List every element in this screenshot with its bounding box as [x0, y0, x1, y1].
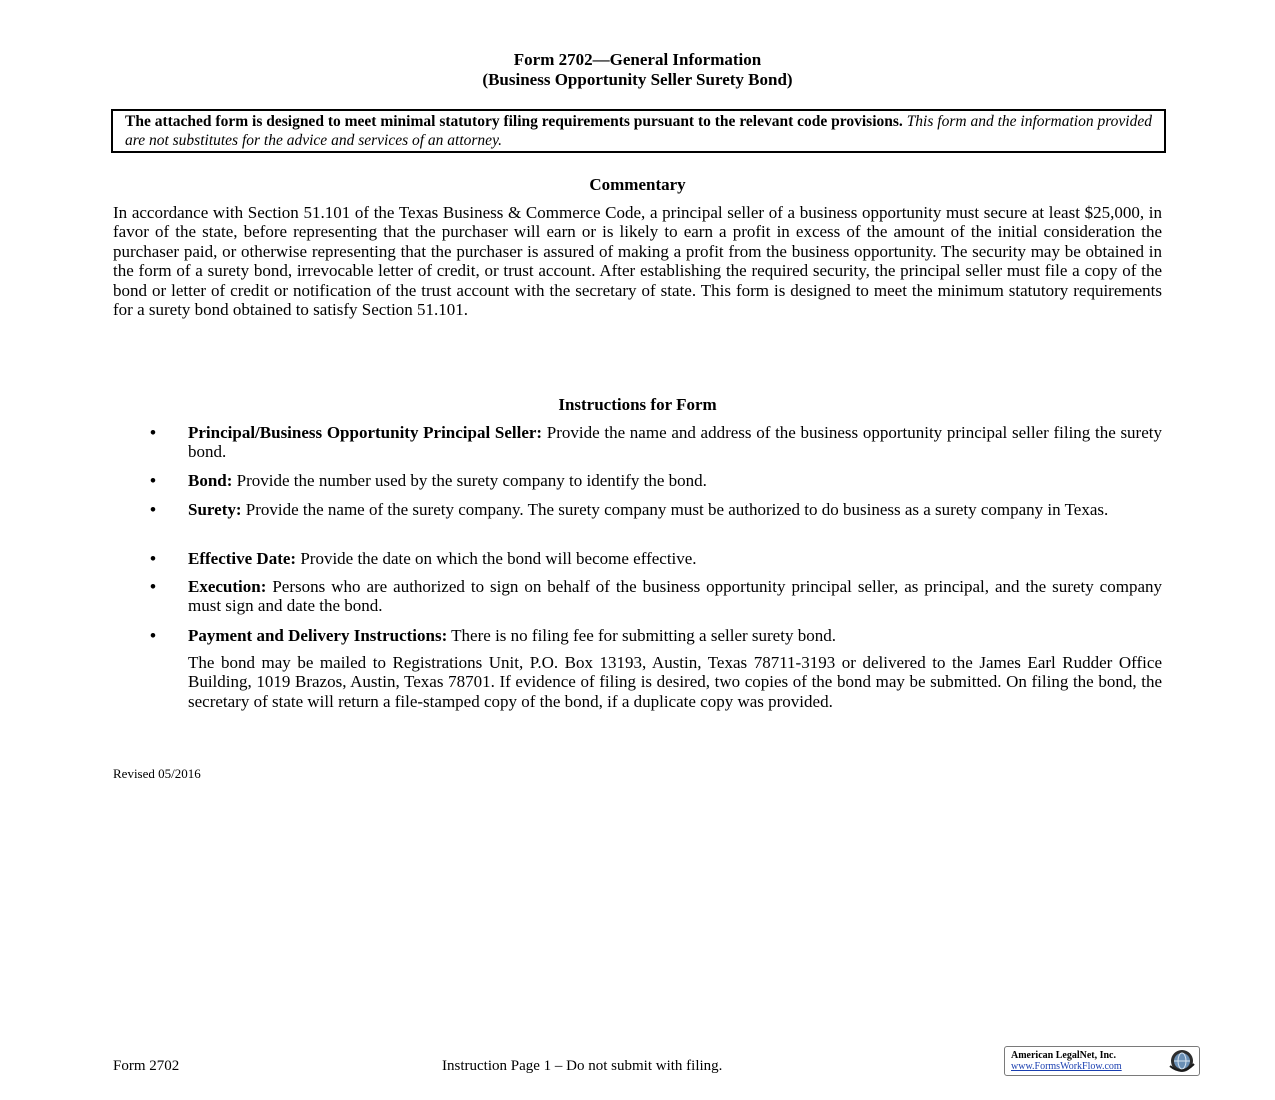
commentary-body: In accordance with Section 51.101 of the Texas Business & Commerce Code, a principal seller of a business opportunity must secure at least $25,000, in favor of the state, before representing that the purchaser will earn or is likely to earn a profit in excess of the amount of the initial consideration the purchaser paid, or otherwise representing that the purchaser is assured of making a profit from the business opportunity. The security may be obtained in the form of a surety bond, irrevocable letter of credit, or trust account. After establishing the required security, the principal seller must file a copy of the bond or letter of credit or notification of the trust account with the secretary of state. This form is designed to meet the minimum statutory requirements for a surety bond obtained to satisfy Section 51.101. [113, 203, 1162, 320]
instructions-heading: Instructions for Form [558, 395, 717, 414]
instruction-label: Payment and Delivery Instructions: [188, 626, 448, 645]
bullet-icon: • [150, 626, 156, 645]
bullet-icon: • [150, 500, 156, 519]
instruction-item-bond [188, 471, 1162, 490]
logo-website-link[interactable]: www.FormsWorkFlow.com [1011, 1061, 1122, 1072]
instruction-item-execution [188, 577, 1162, 616]
logo-company-name: American LegalNet, Inc. [1011, 1050, 1116, 1061]
disclaimer-box [111, 109, 1166, 153]
instruction-label: Effective Date: [188, 549, 297, 568]
disclaimer-bold-text: The attached form is designed to meet minimal statutory filing requirements pursuant to the relevant code provisions. [125, 113, 903, 130]
form-subtitle: (Business Opportunity Seller Surety Bond) [482, 70, 793, 89]
instruction-item-surety [188, 500, 1162, 519]
footer-form-number: Form 2702 [113, 1058, 180, 1074]
form-title: Form 2702—General Information [513, 50, 762, 69]
delivery-paragraph: The bond may be mailed to Registrations Unit, P.O. Box 13193, Austin, Texas 78711-3193 or delivered to the James Earl Rudder Office Building, 1019 Brazos, Austin, Texas 78701. If evidence of filing is desired, two copies of the bond may be submitted. On filing the bond, the secretary of state will return a file-stamped copy of the bond, if a duplicate copy was provided. [188, 653, 1162, 711]
instruction-item-effective-date [188, 549, 1162, 568]
instruction-label: Bond: [188, 471, 233, 490]
globe-icon [1166, 1048, 1196, 1074]
american-legalnet-logo[interactable] [1004, 1046, 1200, 1076]
instruction-text: Provide the date on which the bond will become effective. [296, 549, 697, 568]
instruction-text: Provide the name and address of the business opportunity principal seller filing the surety bond. [188, 423, 1162, 462]
footer-page-note: Instruction Page 1 – Do not submit with filing. [442, 1058, 723, 1074]
revised-date: Revised 05/2016 [113, 766, 201, 781]
instruction-text: There is no filing fee for submitting a seller surety bond. [447, 626, 836, 645]
bullet-icon: • [150, 471, 156, 490]
instruction-item-principal [188, 423, 1162, 462]
bullet-icon: • [150, 577, 156, 596]
instruction-label: Execution: [188, 577, 267, 596]
disclaimer-italic-text: This form and the information provided are not substitutes for the advice and services of an attorney. [125, 113, 1152, 149]
instruction-text: Persons who are authorized to sign on behalf of the business opportunity principal seller, as principal, and the surety company must sign and date the bond. [188, 577, 1162, 616]
instruction-text: Provide the name of the surety company. The surety company must be authorized to do business as a surety company in Texas. [241, 500, 1109, 519]
commentary-heading: Commentary [589, 175, 686, 194]
instruction-label: Surety: [188, 500, 242, 519]
bullet-icon: • [150, 549, 156, 568]
bullet-icon: • [150, 423, 156, 442]
instruction-label: Principal/Business Opportunity Principal Seller: [188, 423, 543, 442]
instruction-text: Provide the number used by the surety company to identify the bond. [232, 471, 707, 490]
instruction-item-payment-delivery [188, 626, 1162, 645]
